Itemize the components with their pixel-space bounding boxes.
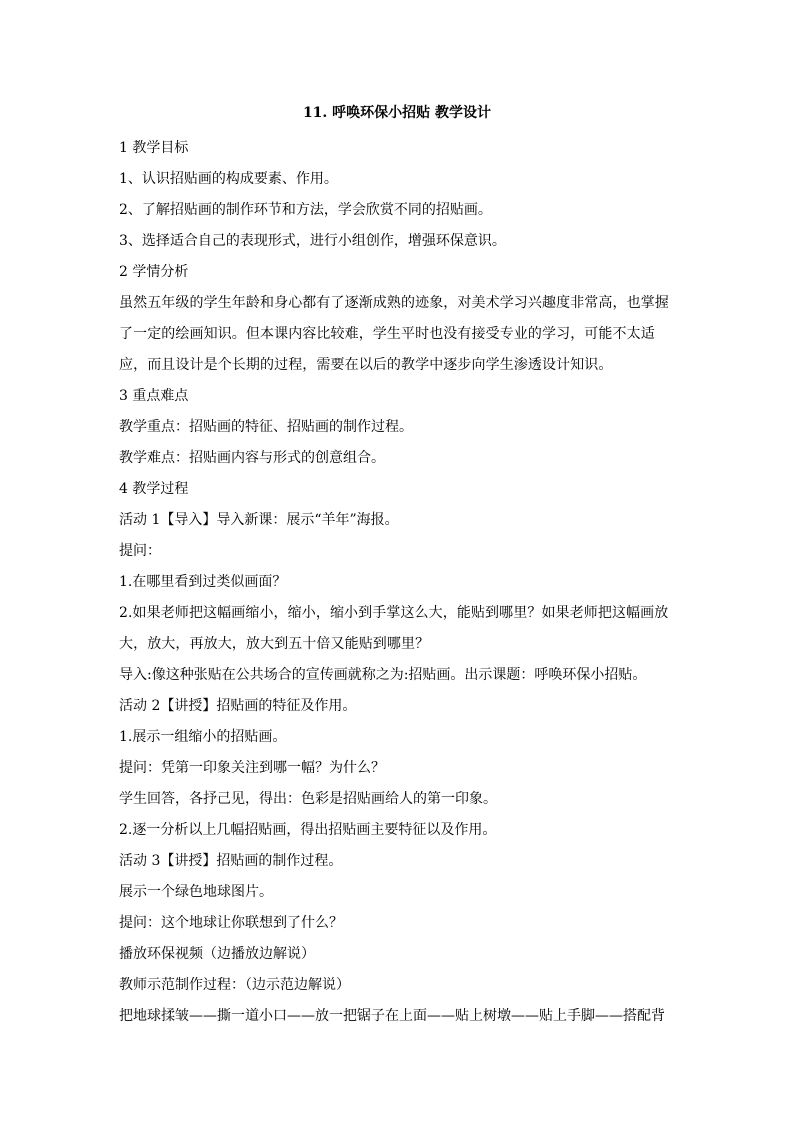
- process-text: 展示一个绿色地球图片。: [119, 884, 273, 900]
- process-text: 提问：: [119, 543, 161, 559]
- section-heading-objectives: 1 教学目标: [119, 140, 189, 156]
- process-text: 2.如果老师把这幅画缩小，缩小，缩小到手掌这么大，能贴到哪里？如果老师把这幅画放大，放大，再放大，放大到五十倍又能贴到哪里？: [119, 605, 669, 652]
- objective-item: 2、了解招贴画的制作环节和方法，学会欣赏不同的招贴画。: [119, 202, 492, 218]
- objective-item: 1、认识招贴画的构成要素、作用。: [119, 171, 338, 187]
- process-text: 提问：凭第一印象关注到哪一幅？为什么？: [119, 760, 385, 776]
- process-text: 教师示范制作过程：（边示范边解说）: [119, 977, 350, 993]
- activity-1-heading: 活动 1【导入】导入新课：展示“羊年”海报。: [119, 512, 399, 528]
- process-text: 2.逐一分析以上几幅招贴画，得出招贴画主要特征以及作用。: [119, 822, 497, 838]
- document-body: [119, 133, 679, 1032]
- process-text: 提问：这个地球让你联想到了什么？: [119, 915, 343, 931]
- difficulty-item: 教学难点：招贴画内容与形式的创意组合。: [119, 450, 385, 466]
- process-text: 播放环保视频（边播放边解说）: [119, 946, 315, 962]
- section-heading-process: 4 教学过程: [119, 481, 189, 497]
- process-text: 导入:像这种张贴在公共场合的宣传画就称之为:招贴画。出示课题：呼唤环保小招贴。: [119, 667, 647, 683]
- process-text: 1.展示一组缩小的招贴画。: [119, 729, 287, 745]
- objective-item: 3、选择适合自己的表现形式，进行小组创作，增强环保意识。: [119, 233, 506, 249]
- section-heading-key-points: 3 重点难点: [119, 388, 189, 404]
- analysis-paragraph: 虽然五年级的学生年龄和身心都有了逐渐成熟的迹象，对美术学习兴趣度非常高，也掌握了一定的绘画知识。但本课内容比较难，学生平时也没有接受专业的学习，可能不太适应，而且设计是个长期的过程，需要在以后的教学中逐步向学生渗透设计知识。: [119, 295, 669, 373]
- process-text: 学生回答，各抒己见，得出：色彩是招贴画给人的第一印象。: [119, 791, 497, 807]
- process-text: 1.在哪里看到过类似画面？: [119, 574, 287, 590]
- key-point-item: 教学重点：招贴画的特征、招贴画的制作过程。: [119, 419, 413, 435]
- activity-2-heading: 活动 2【讲授】招贴画的特征及作用。: [119, 698, 357, 714]
- document-title: 11. 呼唤环保小招贴 教学设计: [302, 105, 492, 121]
- activity-3-heading: 活动 3【讲授】招贴画的制作过程。: [119, 853, 343, 869]
- section-heading-analysis: 2 学情分析: [119, 264, 189, 280]
- process-text: 把地球揉皱——撕一道小口——放一把锯子在上面——贴上树墩——贴上手脚——搭配背: [119, 1008, 665, 1024]
